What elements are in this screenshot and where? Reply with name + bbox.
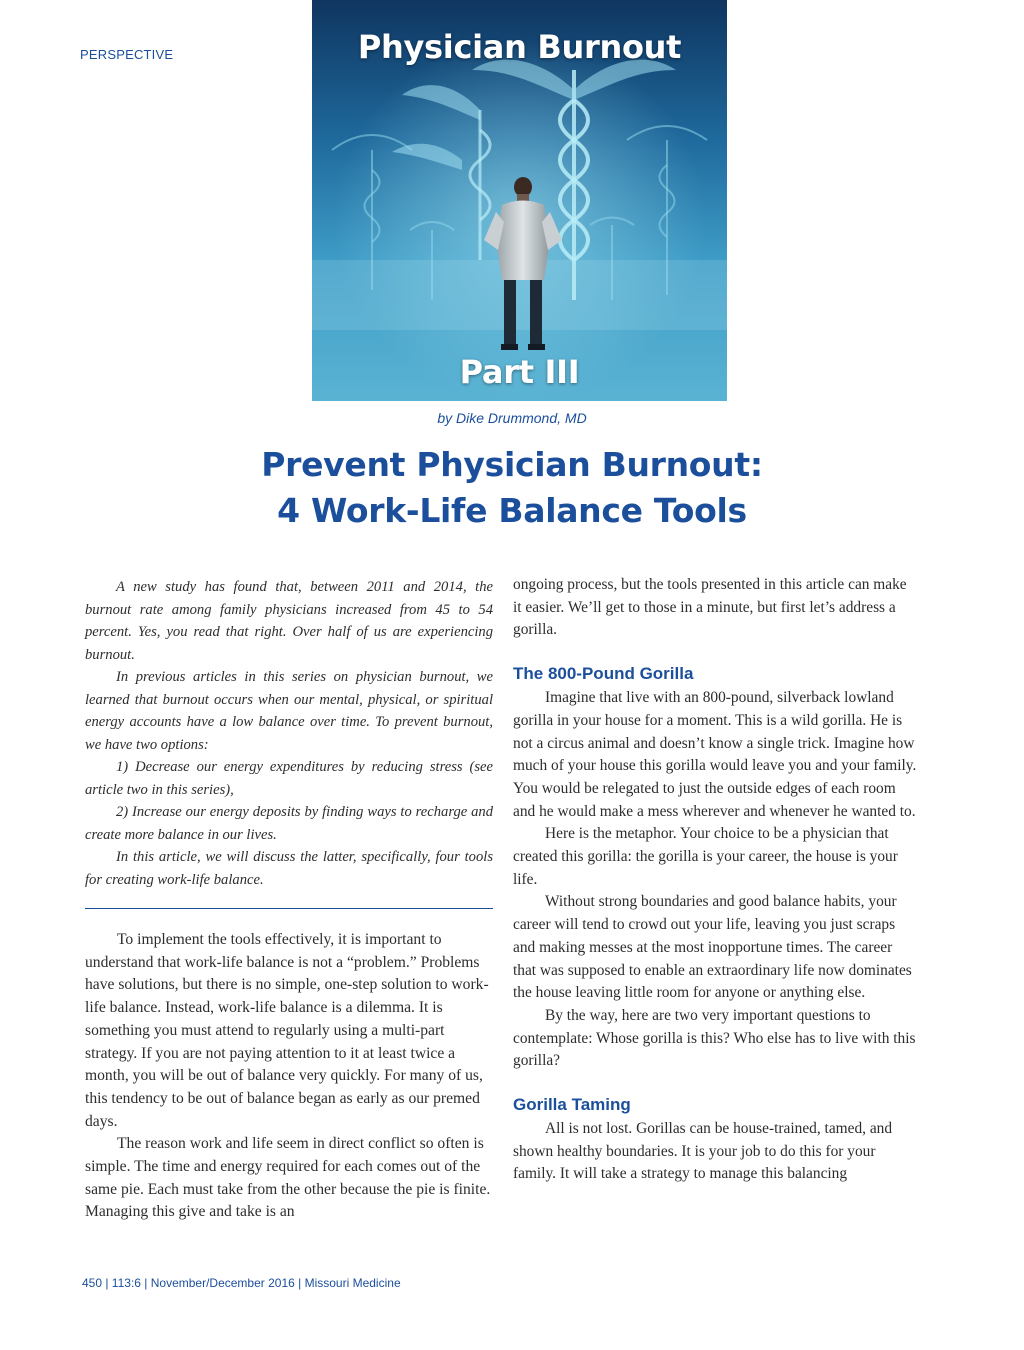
body-paragraph: By the way, here are two very important questions to contemplate: Whose gorilla is this? Who else has to live with this gorilla? bbox=[513, 1006, 916, 1070]
headline-line-1: Prevent Physician Burnout: bbox=[261, 445, 763, 484]
abstract-divider bbox=[85, 908, 493, 909]
hero-title: Physician Burnout bbox=[357, 28, 682, 66]
page-footer: 450 | 113:6 | November/December 2016 | Missouri Medicine bbox=[82, 1276, 401, 1290]
body-paragraph: The reason work and life seem in direct conflict so often is simple. The time and energy required for each comes out of the same pie. Each must take from the other because the pie is finite. Managing this give and take is an bbox=[85, 1135, 491, 1221]
body-left bbox=[85, 929, 493, 1224]
body-paragraph: Without strong boundaries and good balance habits, your career will tend to crowd out your life, leaving you just scraps and making messes at the most inopportune times. The career that was supposed to enable an extraordinary life now dominates the house leaving little room for anyone or anything else. bbox=[513, 893, 912, 1002]
abstract-paragraph: A new study has found that, between 2011 and 2014, the burnout rate among family physicians increased from 45 to 54 percent. Yes, you read that right. Over half of us are experiencing burnout. bbox=[85, 579, 493, 663]
abstract-paragraph: 2) Increase our energy deposits by finding ways to recharge and create more balance in our lives. bbox=[85, 804, 493, 843]
abstract-paragraph: 1) Decrease our energy expenditures by reducing stress (see article two in this series), bbox=[85, 759, 493, 798]
body-paragraph: Imagine that live with an 800-pound, silverback lowland gorilla in your house for a moment. This is a wild gorilla. He is not a circus animal and doesn’t know a single trick. Imagine how much of your house this gorilla would leave you and your family. You would be relegated to just the outside edges of each room and he would make a mess wherever and whenever he wanted to. bbox=[513, 689, 917, 820]
right-column bbox=[513, 574, 918, 1186]
section-heading-taming: Gorilla Taming bbox=[513, 1095, 631, 1115]
section-label: PERSPECTIVE bbox=[80, 47, 174, 62]
abstract-paragraph: In this article, we will discuss the latter, specifically, four tools for creating work-life balance. bbox=[85, 849, 493, 888]
abstract bbox=[85, 576, 493, 891]
hero-image bbox=[312, 0, 727, 401]
byline: by Dike Drummond, MD bbox=[437, 410, 587, 426]
body-paragraph: To implement the tools effectively, it is important to understand that work-life balance is not a “problem.” Problems have solutions, but there is no simple, one-step solution to work-life balance. Instead, work-life balance is a dilemma. It is something you must attend to regularly using a multi-part strategy. If you are not paying attention to it at least twice a month, you will be out of balance very quickly. For many of us, this tendency to be out of balance began as early as our premed days. bbox=[85, 931, 489, 1130]
section-heading-gorilla: The 800-Pound Gorilla bbox=[513, 664, 694, 684]
body-right bbox=[513, 574, 918, 1186]
article-headline bbox=[0, 442, 1024, 534]
abstract-paragraph: In previous articles in this series on physician burnout, we learned that burnout occurs when our mental, physical, or spiritual energy accounts have a low balance over time. To prevent burnout, we have two options: bbox=[85, 669, 493, 753]
body-paragraph: ongoing process, but the tools presented in this article can make it easier. We’ll get to those in a minute, but first let’s address a gorilla. bbox=[513, 576, 907, 639]
body-paragraph: All is not lost. Gorillas can be house-trained, tamed, and shown healthy boundaries. It is your job to do this for your family. It will take a strategy to manage this balancing bbox=[513, 1120, 893, 1183]
headline-line-2: 4 Work-Life Balance Tools bbox=[277, 491, 747, 530]
body-paragraph: Here is the metaphor. Your choice to be a physician that created this gorilla: the gorilla is your career, the house is your life. bbox=[513, 825, 898, 888]
hero-subtitle: Part III bbox=[459, 353, 580, 391]
left-column bbox=[85, 576, 493, 1224]
